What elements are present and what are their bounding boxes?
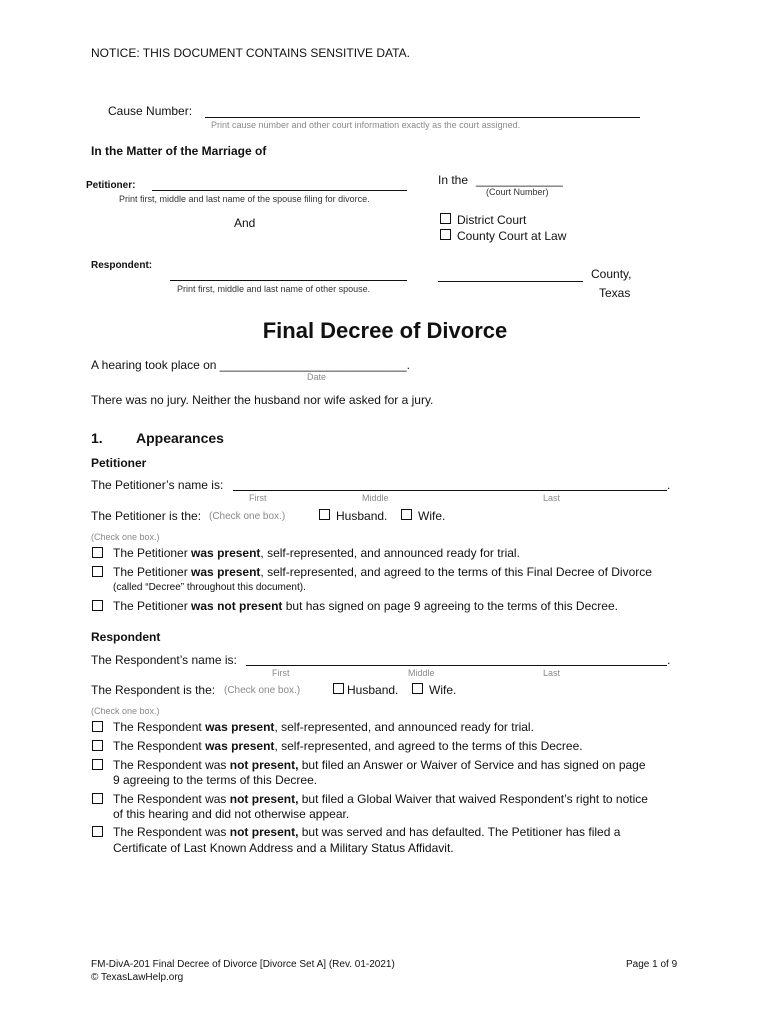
petitioner-appearance-instruction: (Check one box.) (91, 532, 160, 542)
petitioner-name-field[interactable] (152, 190, 407, 191)
respondent-option-checkbox[interactable] (92, 759, 103, 770)
petitioner-option-checkbox[interactable] (92, 547, 103, 558)
option-text-bold: not present, (229, 825, 299, 839)
petitioner-option-text (113, 546, 703, 561)
option-text-post: but filed an Answer or Waiver of Service and has signed on page (298, 758, 646, 772)
respondent-first-hint: First (272, 668, 290, 678)
respondent-option-checkbox[interactable] (92, 721, 103, 732)
petitioner-name-hint: Print first, middle and last name of the spouse filing for divorce. (119, 194, 370, 204)
option-text-bold: was present (205, 720, 275, 734)
county-court-label: County Court at Law (457, 229, 567, 243)
option-text-bold: not present, (229, 758, 299, 772)
respondent-last-hint: Last (543, 668, 561, 678)
option-text-bold: was present (205, 739, 275, 753)
option-text-post: , self-represented, and agreed to the terms of this Decree. (274, 739, 583, 753)
footer-form-id: FM-DivA-201 Final Decree of Divorce [Divorce Set A] (Rev. 01-2021) (91, 959, 395, 970)
respondent-option-text-continued: Certificate of Last Known Address and a Military Status Affidavit. (113, 841, 454, 855)
respondent-label: Respondent: (91, 260, 153, 271)
no-jury-statement: There was no jury. Neither the husband nor wife asked for a jury. (91, 393, 434, 407)
respondent-option-text (113, 792, 703, 807)
respondent-option-checkbox[interactable] (92, 826, 103, 837)
petitioner-wife-label: Wife. (418, 509, 446, 523)
texas-label: Texas (599, 286, 631, 300)
option-text-post: , self-represented, and announced ready for trial. (274, 720, 534, 734)
document-title: Final Decree of Divorce (262, 318, 508, 343)
respondent-role-label: The Respondent is the: (91, 683, 216, 697)
period: . (667, 478, 671, 492)
county-name-field[interactable] (438, 281, 583, 282)
respondent-full-name-field[interactable] (246, 665, 667, 666)
petitioner-option-text (113, 599, 703, 614)
option-text-bold: was present (191, 546, 261, 560)
footer-page-number: Page 1 of 9 (626, 959, 678, 970)
petitioner-option-text (113, 565, 713, 580)
respondent-option-text (113, 758, 703, 773)
option-text-post: , self-represented, and agreed to the terms of this Final Decree of Divorce (260, 565, 652, 579)
petitioner-full-name-field[interactable] (233, 490, 667, 491)
petitioner-heading: Petitioner (91, 456, 147, 470)
respondent-name-hint: Print first, middle and last name of other spouse. (177, 284, 371, 294)
cause-number-label: Cause Number: (108, 104, 193, 118)
option-text-post: but filed a Global Waiver that waived Respondent’s right to notice (298, 792, 648, 806)
respondent-appearance-instruction: (Check one box.) (91, 706, 160, 716)
respondent-name-field[interactable] (170, 280, 407, 281)
district-court-checkbox[interactable] (440, 213, 451, 224)
respondent-husband-label: Husband. (347, 683, 399, 697)
petitioner-last-hint: Last (543, 493, 561, 503)
petitioner-middle-hint: Middle (362, 493, 389, 503)
cause-number-hint: Print cause number and other court information exactly as the court assigned. (211, 120, 521, 130)
option-text-bold: not present, (229, 792, 299, 806)
petitioner-first-hint: First (249, 493, 267, 503)
option-text-post: but was served and has defaulted. The Petitioner has filed a (298, 825, 621, 839)
petitioner-husband-label: Husband. (336, 509, 388, 523)
respondent-heading: Respondent (91, 630, 161, 644)
respondent-role-instruction: (Check one box.) (224, 685, 301, 696)
option-text-pre: The Respondent (113, 720, 206, 734)
respondent-option-text-continued: of this hearing and did not otherwise appear. (113, 807, 350, 821)
respondent-option-text (113, 720, 703, 735)
option-text-post: but has signed on page 9 agreeing to the terms of this Decree. (282, 599, 618, 613)
county-label: County, (591, 267, 632, 281)
option-text-bold: was not present (191, 599, 283, 613)
respondent-option-text-continued: 9 agreeing to the terms of this Decree. (113, 773, 318, 787)
option-text-pre: The Respondent was (113, 792, 230, 806)
cause-number-field[interactable] (205, 117, 640, 118)
district-court-label: District Court (457, 213, 527, 227)
respondent-wife-label: Wife. (429, 683, 457, 697)
respondent-middle-hint: Middle (408, 668, 435, 678)
option-text-bold: was present (191, 565, 261, 579)
petitioner-option-checkbox[interactable] (92, 566, 103, 577)
petitioner-option-checkbox[interactable] (92, 600, 103, 611)
petitioner-role-instruction: (Check one box.) (209, 511, 286, 522)
footer-copyright: © TexasLawHelp.org (91, 972, 184, 983)
option-text-pre: The Petitioner (113, 546, 192, 560)
county-court-checkbox[interactable] (440, 229, 451, 240)
option-text-pre: The Petitioner (113, 599, 192, 613)
petitioner-role-label: The Petitioner is the: (91, 509, 202, 523)
respondent-option-checkbox[interactable] (92, 793, 103, 804)
option-text-pre: The Petitioner (113, 565, 192, 579)
option-text-post: , self-represented, and announced ready for trial. (260, 546, 520, 560)
court-number-field[interactable]: _____________ (476, 173, 563, 187)
respondent-option-text (113, 739, 703, 754)
option-text-pre: The Respondent was (113, 825, 230, 839)
petitioner-full-name-label: The Petitioner’s name is: (91, 478, 224, 492)
option-text-pre: The Respondent was (113, 758, 230, 772)
hearing-date-sentence[interactable]: A hearing took place on ____________________________. (91, 358, 410, 372)
matter-heading: In the Matter of the Marriage of (91, 144, 267, 158)
petitioner-option-text-continued: (called “Decree” throughout this document). (113, 582, 306, 593)
section-number: 1. (91, 430, 103, 446)
respondent-husband-checkbox[interactable] (333, 683, 344, 694)
option-text-pre: The Respondent (113, 739, 206, 753)
petitioner-husband-checkbox[interactable] (319, 509, 330, 520)
in-the-label: In the (438, 173, 469, 187)
respondent-full-name-label: The Respondent’s name is: (91, 653, 237, 667)
sensitive-data-notice: NOTICE: THIS DOCUMENT CONTAINS SENSITIVE DATA. (91, 46, 410, 60)
section-title: Appearances (136, 430, 224, 446)
respondent-option-text (113, 825, 703, 840)
period: . (667, 653, 671, 667)
respondent-option-checkbox[interactable] (92, 740, 103, 751)
court-number-hint: (Court Number) (486, 187, 549, 197)
hearing-date-hint: Date (307, 372, 327, 382)
and-text: And (234, 216, 256, 230)
petitioner-wife-checkbox[interactable] (401, 509, 412, 520)
petitioner-label: Petitioner: (86, 180, 136, 191)
respondent-wife-checkbox[interactable] (412, 683, 423, 694)
